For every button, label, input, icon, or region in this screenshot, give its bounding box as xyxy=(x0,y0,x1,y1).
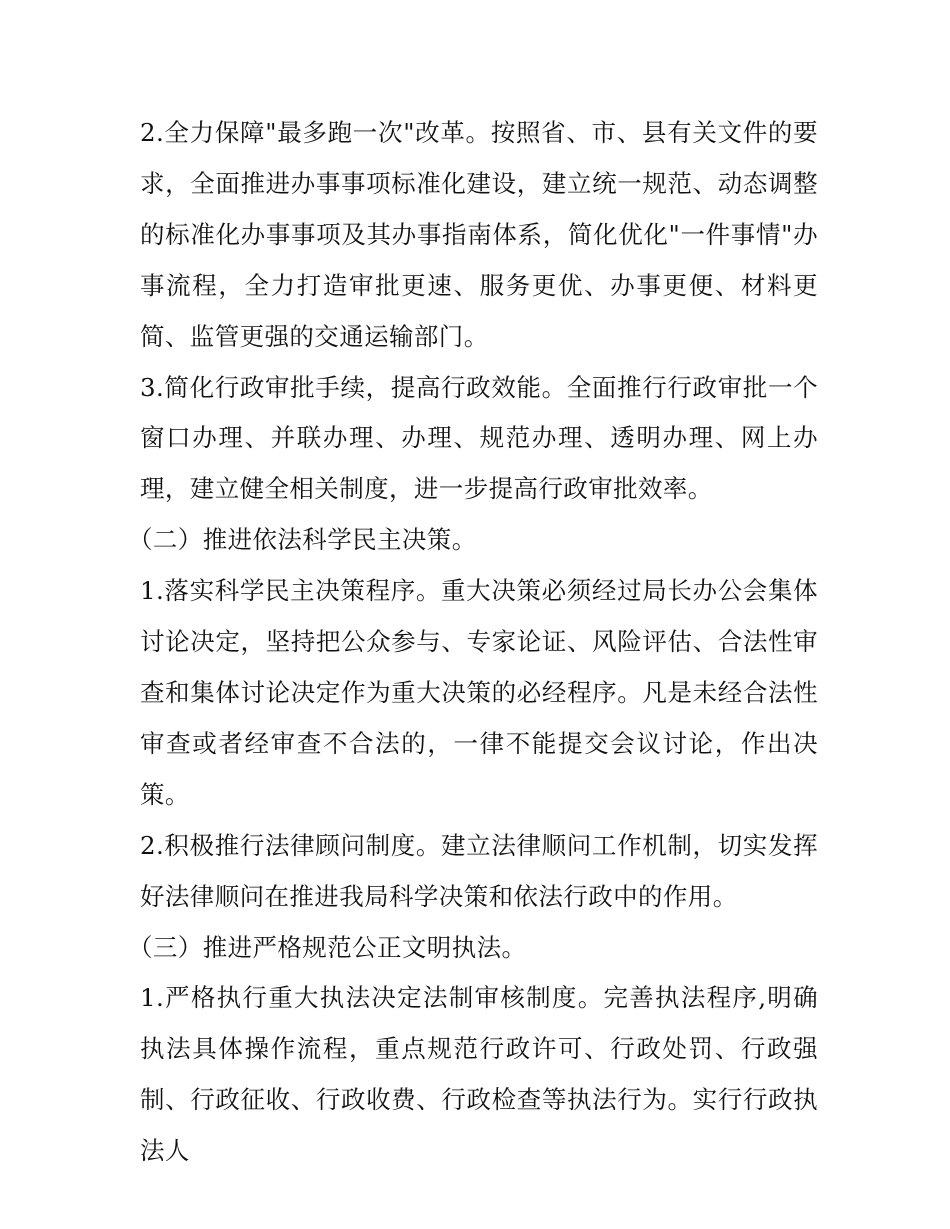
paragraph-item-2-reform: 2.全力保障"最多跑一次"改革。按照省、市、县有关文件的要求，全面推进办事事项标准化建设，建立统一规范、动态调整的标准化办事事项及其办事指南体系，简化优化"一件事情"办事流程，全力打造审批更速、服务更优、办事更便、材料更简、监管更强的交通运输部门。 xyxy=(140,118,818,351)
section-heading-2: （二）推进依法科学民主决策。 xyxy=(128,525,477,555)
paragraph-item-3-approval: 3.简化行政审批手续，提高行政效能。全面推行行政审批一个窗口办理、并联办理、办理、规范办理、透明办理、网上办理，建立健全相关制度，进一步提高行政审批效率。 xyxy=(140,372,818,504)
paragraph-item-1-decision: 1.落实科学民主决策程序。重大决策必须经过局长办公会集体讨论决定，坚持把公众参与、专家论证、风险评估、合法性审查和集体讨论决定作为重大决策的必经程序。凡是未经合法性审查或者经审查不合法的，一律不能提交会议讨论，作出决策。 xyxy=(140,576,818,809)
paragraph-item-2-legal-advisor: 2.积极推行法律顾问制度。建立法律顺问工作机制，切实发挥好法律顺问在推进我局科学决策和依法行政中的作用。 xyxy=(140,830,818,911)
document-body xyxy=(128,108,818,1177)
section-heading-3: （三）推进严格规范公正文明执法。 xyxy=(128,932,527,962)
paragraph-item-1-enforcement: 1.严格执行重大执法决定法制审核制度。完善执法程序,明确执法具体操作流程，重点规范行政许可、行政处罚、行政强制、行政征收、行政收费、行政检查等执法行为。实行行政执法人 xyxy=(140,983,818,1166)
